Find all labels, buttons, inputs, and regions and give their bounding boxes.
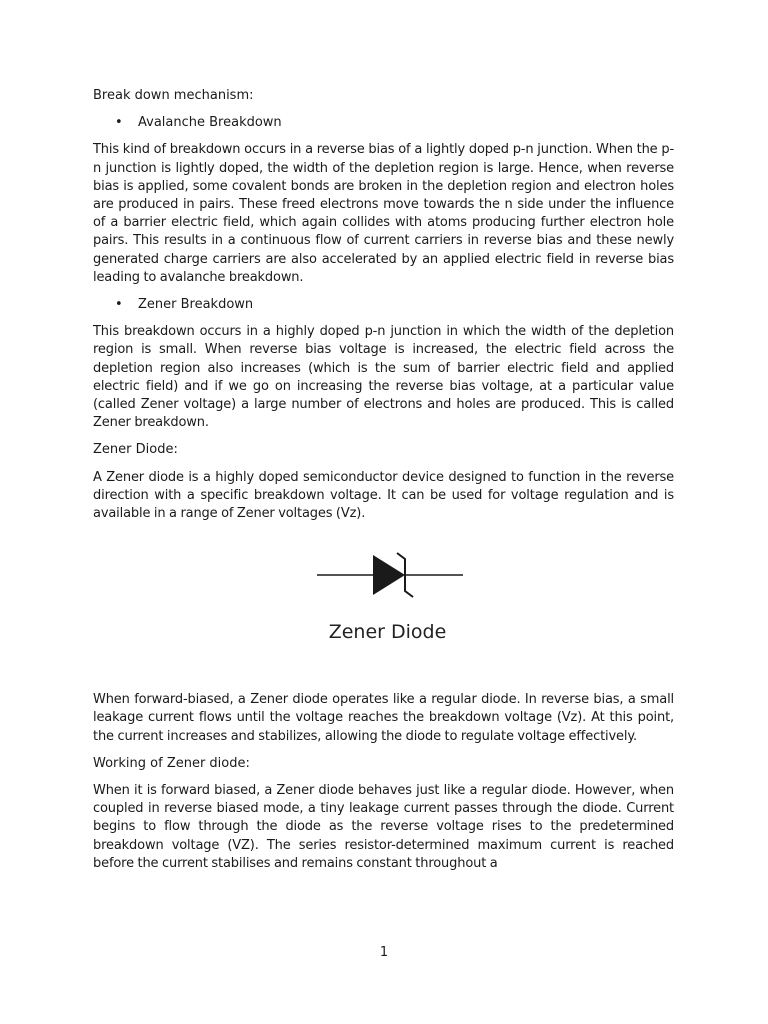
zener-diode-symbol-icon xyxy=(315,551,465,611)
bullet-label: Avalanche Breakdown xyxy=(138,115,282,131)
bullet-avalanche-breakdown xyxy=(93,114,674,132)
section-heading-breakdown-mechanism: Break down mechanism: xyxy=(93,88,254,103)
bullet-label: Zener Breakdown xyxy=(138,297,254,313)
bullet-dot: • xyxy=(115,297,123,313)
section-heading-zener-diode: Zener Diode: xyxy=(93,442,178,458)
bullet-zener-breakdown xyxy=(93,296,674,314)
zener-diode-figure xyxy=(93,523,674,691)
page-number: 1 xyxy=(379,945,389,960)
section-heading-working: Working of Zener diode: xyxy=(93,755,250,771)
paragraph-zener-breakdown: This breakdown occurs in a highly doped p-n junction in which the width of the depletion region is small. When reverse bias voltage is increased, the electric field across the depletion region also increases (which is the sum of barrier electric field and applied electric field) and if we go on increasing the reverse bias voltage, at a particular value (called Zener voltage) a large number of electrons and holes are produced. This is called Zener breakdown. xyxy=(93,324,674,431)
figure-caption: Zener Diode xyxy=(328,621,447,644)
bullet-dot: • xyxy=(115,115,123,131)
paragraph-working: When it is forward biased, a Zener diode behaves just like a regular diode. However, when coupled in reverse biased mode, a tiny leakage current passes through the diode. Current begins to flow through the diode as the reverse voltage rises to the predetermined breakdown voltage (VZ). The series resistor-determined maximum current is reached before the current stabilises and remains constant throughout a xyxy=(93,783,674,871)
page-content xyxy=(93,87,674,873)
paragraph-forward-bias: When forward-biased, a Zener diode operates like a regular diode. In reverse bias, a small leakage current flows until the voltage reaches the breakdown voltage (Vz). At this point, the current increases and stabilizes, allowing the diode to regulate voltage effectively. xyxy=(93,692,674,744)
paragraph-avalanche: This kind of breakdown occurs in a reverse bias of a lightly doped p-n junction. When the p-n junction is lightly doped, the width of the depletion region is large. Hence, when reverse bias is applied, some covalent bonds are broken in the depletion region and electron holes are produced in pairs. These freed electrons move towards the n side under the influence of a barrier electric field, which again collides with atoms producing further electron hole pairs. This results in a continuous flow of current carriers in reverse bias and these newly generated charge carriers are also accelerated by an applied electric field in reverse bias leading to avalanche breakdown. xyxy=(93,142,674,285)
paragraph-zener-diode: A Zener diode is a highly doped semiconductor device designed to function in the reverse direction with a specific breakdown voltage. It can be used for voltage regulation and is available in a range of Zener voltages (Vz). xyxy=(93,469,674,522)
